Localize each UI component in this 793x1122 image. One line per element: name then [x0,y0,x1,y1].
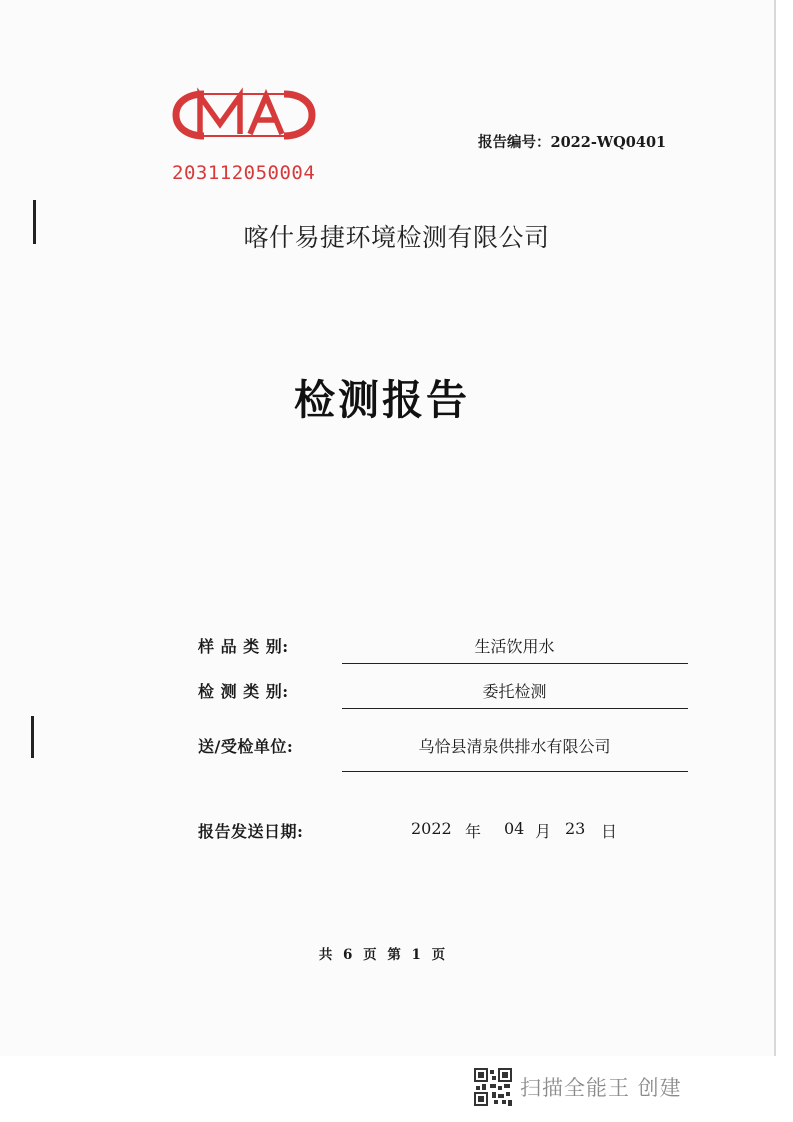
report-number: 报告编号：2022-WQ0401 [478,134,667,151]
field-value-sample-category: 生活饮用水 [474,637,555,656]
field-underline [342,708,688,709]
company-name: 喀什易捷环境检测有限公司 [243,223,550,252]
binding-mark-bottom [31,716,34,758]
field-label-sample-category: 样 品 类 别: [198,637,289,656]
report-title: 检测报告 [294,376,470,424]
date-year-unit: 年 [465,822,482,841]
field-value-test-category: 委托检测 [482,682,547,701]
field-underline [342,663,688,664]
page-footer: 共 6 页 第 1 页 [318,947,446,963]
field-underline [342,771,688,772]
date-month-unit: 月 [535,822,552,841]
scanner-watermark [474,1068,682,1106]
field-label-client-unit: 送/受检单位: [198,737,294,756]
date-year: 2022 [411,819,452,838]
page-edge [774,0,776,1056]
cma-seal [170,78,318,152]
field-value-client-unit: 乌恰县清泉供排水有限公司 [418,737,611,756]
field-label-test-category: 检 测 类 别: [198,682,289,701]
watermark-text: 扫描全能王 创建 [520,1076,682,1100]
date-day: 23 [565,819,586,838]
seal-code: 203112050004 [172,162,316,184]
qr-code-icon [474,1068,512,1106]
date-day-unit: 日 [601,822,618,841]
field-label-issue-date: 报告发送日期: [198,822,304,841]
date-month: 04 [504,819,525,838]
